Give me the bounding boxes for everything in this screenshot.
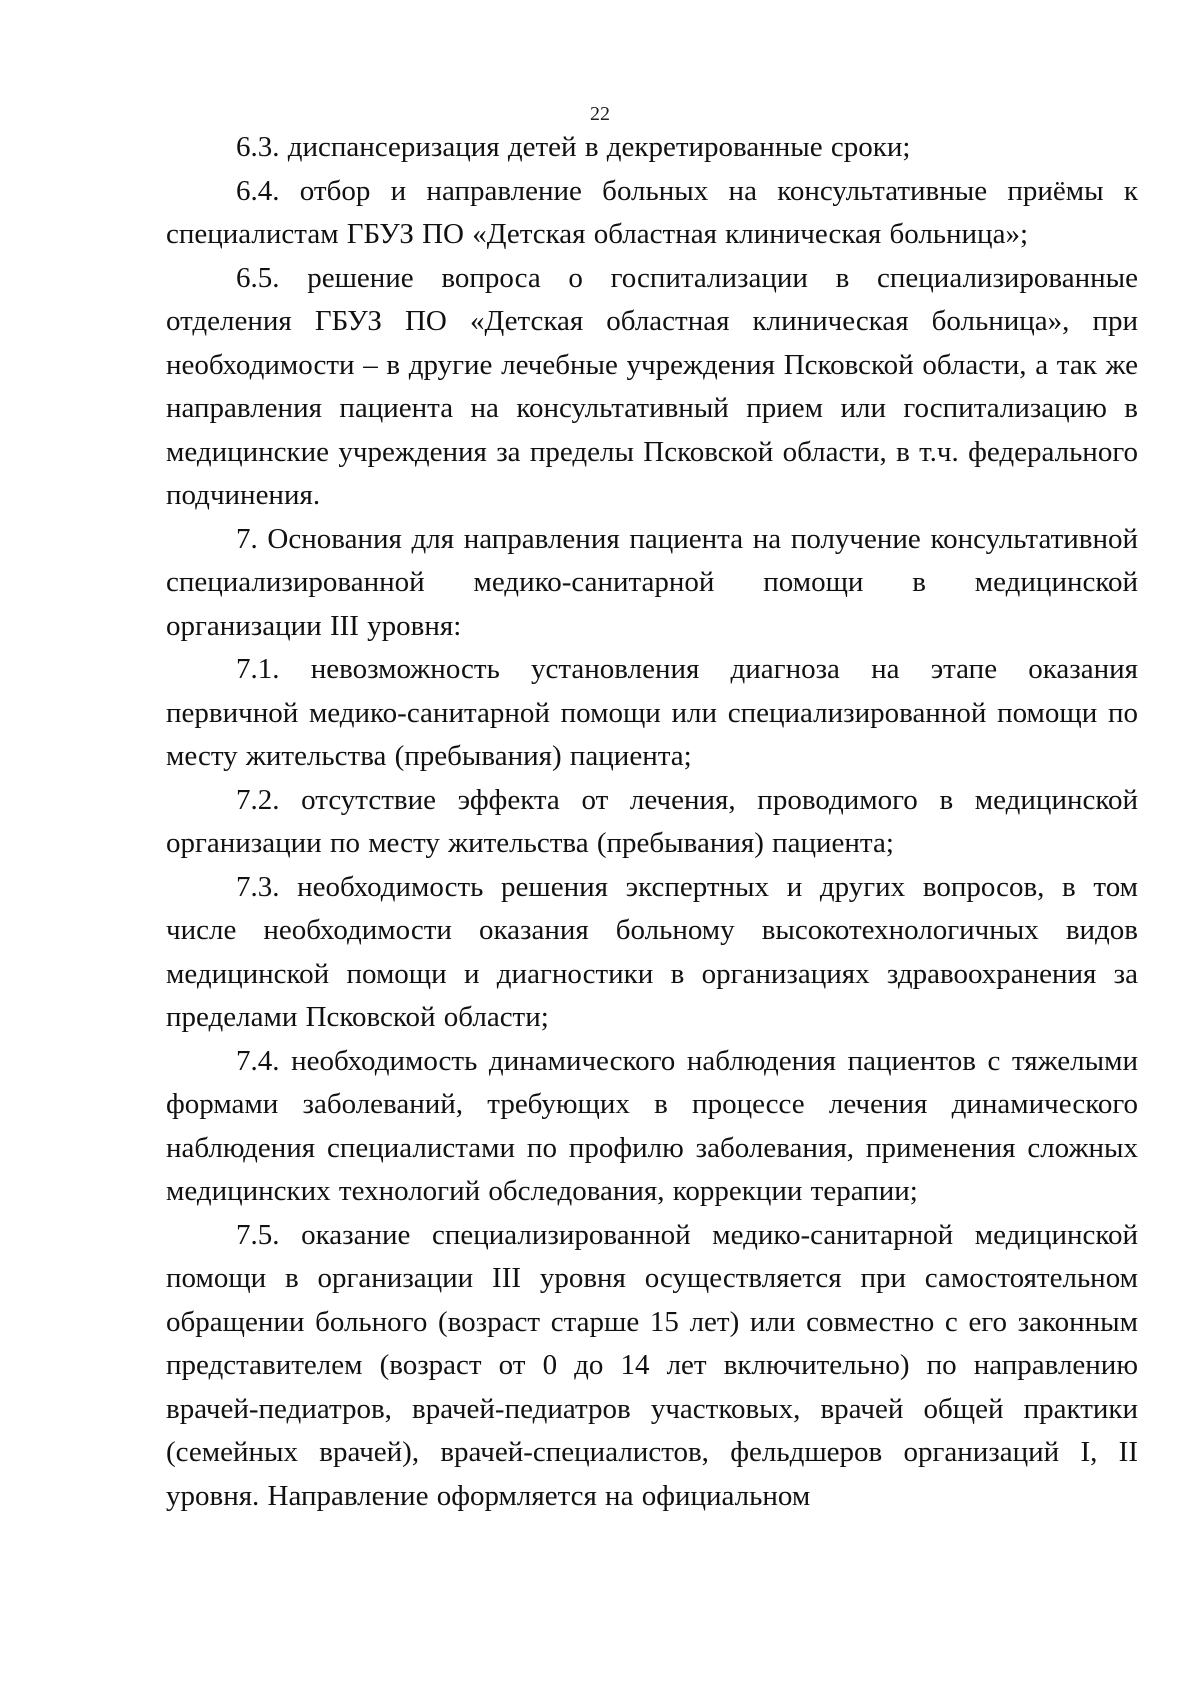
paragraph-6-3: 6.3. диспансеризация детей в декретированные сроки;	[236, 131, 911, 163]
paragraph-7-5: 7.5. оказание специализированной медико-санитарной медицинской помощи в организации III уровня осуществляется при самостоятельном обращении больного (возраст старше 15 лет) или совместно с его законным представителем (возраст от 0 до 14 лет включительно) по направлению врачей-педиатров, врачей-педиатров участковых, врачей общей практики (семейных врачей), врачей-специалистов, фельдшеров организаций I, II уровня. Направление оформляется на официальном	[166, 1218, 1138, 1512]
paragraph-7-2: 7.2. отсутствие эффекта от лечения, проводимого в медицинской организации по месту жительства (пребывания) пациента;	[166, 783, 1138, 859]
paragraph-7-3: 7.3. необходимость решения экспертных и других вопросов, в том числе необходимости оказания больному высокотехнологичных видов медицинской помощи и диагностики в организациях здравоохранения за пределами Псковской области;	[166, 870, 1138, 1033]
paragraph-7: 7. Основания для направления пациента на получение консультативной специализированной медико-санитарной помощи в медицинской организации III уровня:	[166, 522, 1138, 642]
paragraph-7-4: 7.4. необходимость динамического наблюдения пациентов с тяжелыми формами заболеваний, требующих в процессе лечения динамического наблюдения специалистами по профилю заболевания, применения сложных медицинских технологий обследования, коррекции терапии;	[166, 1044, 1138, 1207]
paragraph-6-5: 6.5. решение вопроса о госпитализации в специализированные отделения ГБУЗ ПО «Детская областная клиническая больница», при необходимости – в другие лечебные учреждения Псковской области, а так же направления пациента на консультативный прием или госпитализацию в медицинские учреждения за пределы Псковской области, в т.ч. федерального подчинения.	[166, 261, 1138, 511]
paragraph-7-1: 7.1. невозможность установления диагноза на этапе оказания первичной медико-санитарной помощи или специализированной помощи по месту жительства (пребывания) пациента;	[166, 653, 1138, 772]
page-number: 22	[590, 103, 610, 125]
paragraph-6-4: 6.4. отбор и направление больных на консультативные приёмы к специалистам ГБУЗ ПО «Детская областная клиническая больница»;	[166, 174, 1138, 250]
document-body	[166, 126, 1138, 1518]
